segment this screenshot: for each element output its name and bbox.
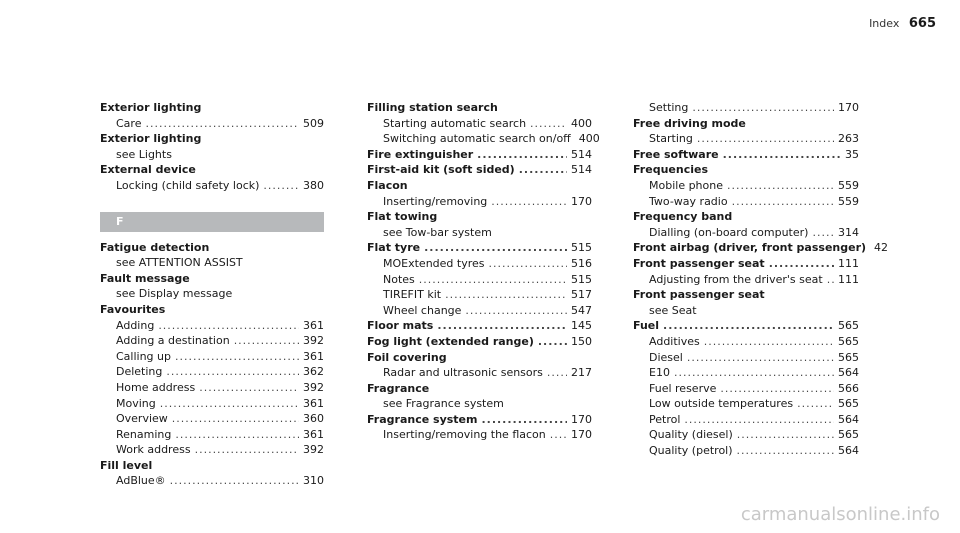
entry-label: Care [116,116,142,130]
watermark: carmanualsonline.info [740,504,940,525]
entry-label: Additives [649,334,700,348]
index-subentry-diesel [633,350,859,366]
entry-label: Quality (petrol) [649,444,733,458]
index-subentry-additives [633,334,859,350]
entry-label: Adjusting from the driver's seat [649,272,823,286]
entry-page-number[interactable]: 111 [838,272,859,286]
entry-page-number[interactable]: 170 [571,428,592,442]
entry-label: Two-way radio [649,194,728,208]
entry-label: Free driving mode [633,116,746,130]
entry-page-number[interactable]: 150 [571,334,592,348]
entry-page-number[interactable]: 362 [303,365,324,379]
index-heading-fire-extinguisher [367,147,592,163]
dot-leader [538,334,567,350]
entry-label: Foil covering [367,350,447,364]
entry-label: TIREFIT kit [383,288,442,302]
index-subentry-quality-diesel [633,427,859,443]
dot-leader [158,318,299,334]
entry-label: Quality (diesel) [649,428,733,442]
entry-label: Inserting/removing the flacon [383,428,546,442]
entry-label: Filling station search [367,101,498,114]
dot-leader [263,178,299,194]
entry-page-number[interactable]: 145 [571,319,592,333]
dot-leader [195,442,299,458]
index-heading-exterior-lighting [100,131,324,147]
entry-page-number[interactable]: 42 [874,241,889,255]
entry-label: E10 [649,366,670,380]
dot-leader [519,162,567,178]
index-heading-frequencies [633,162,859,178]
entry-label: Moving [116,396,156,410]
entry-label: Petrol [649,412,681,426]
entry-page-number[interactable]: 392 [303,380,324,394]
index-subentry-home-address [100,380,324,396]
entry-page-number[interactable]: 380 [303,178,324,192]
entry-page-number[interactable]: 361 [303,349,324,363]
dot-leader [737,443,834,459]
index-heading-front-passenger-seat [633,256,859,272]
dot-leader [166,364,299,380]
index-subentry-overview [100,411,324,427]
entry-label: Frequency band [633,210,733,224]
entry-label: Notes [383,272,415,286]
index-subentry-calling-up [100,349,324,365]
index-subentry-dialling-on-board-computer [633,225,859,241]
entry-label: Front passenger seat [633,256,765,270]
dot-leader [477,147,567,163]
entry-label: Inserting/removing [383,194,488,208]
index-subentry-adblue [100,473,324,489]
entry-label: Front passenger seat [633,288,765,302]
index-heading-fill-level [100,458,324,474]
entry-page-number[interactable]: 565 [838,319,859,333]
dot-leader [547,365,567,381]
index-subentry-adding [100,318,324,334]
index-subentry-see-tow-bar-system [367,225,592,241]
entry-label: see Seat [649,303,697,317]
entry-label: Dialling (on-board computer) [649,225,809,239]
entry-page-number[interactable]: 565 [838,350,859,364]
dot-leader [530,116,567,132]
entry-label: Low outside temperatures [649,397,794,411]
index-subentry-switching-automatic-search-on-off [367,131,600,147]
index-subentry-moextended-tyres [367,256,592,272]
dot-leader [684,412,834,428]
dot-leader [797,396,834,412]
dot-leader [489,256,568,272]
entry-label: see Tow-bar system [383,225,492,239]
entry-page-number[interactable]: 515 [571,272,592,286]
dot-leader [145,116,299,132]
index-heading-first-aid-kit-soft-sided [367,162,592,178]
entry-page-number[interactable]: 509 [303,116,324,130]
entry-page-number[interactable]: 310 [303,474,324,488]
entry-page-number[interactable]: 565 [838,334,859,348]
entry-page-number[interactable]: 514 [571,163,592,177]
entry-page-number[interactable]: 361 [303,396,324,410]
index-subentry-see-fragrance-system [367,396,592,412]
index-heading-external-device [100,162,324,178]
dot-leader [769,256,834,272]
entry-label: Free software [633,147,719,161]
entry-label: Fog light (extended range) [367,334,534,348]
dot-leader [687,350,834,366]
entry-label: Diesel [649,350,683,364]
entry-page-number[interactable]: 565 [838,397,859,411]
entry-page-number[interactable]: 516 [571,256,592,270]
entry-label: Adding a destination [116,334,230,348]
entry-page-number[interactable]: 217 [571,366,592,380]
entry-label: Home address [116,380,196,394]
entry-label: Fill level [100,458,153,472]
index-subentry-tirefit-kit [367,287,592,303]
index-heading-fragrance-system [367,412,592,428]
index-subentry-two-way-radio [633,194,859,210]
index-heading-exterior-lighting [100,100,324,116]
entry-label: Fragrance [367,381,430,395]
entry-label: External device [100,163,196,177]
entry-label: Radar and ultrasonic sensors [383,366,543,380]
entry-label: Floor mats [367,319,434,333]
index-subentry-see-lights [100,147,324,163]
index-heading-fault-message [100,271,324,287]
entry-label: Exterior lighting [100,101,202,114]
entry-label: Switching automatic search on/off [383,132,571,146]
entry-label: Flat tyre [367,241,421,255]
index-subentry-renaming [100,427,324,443]
entry-label: AdBlue® [116,474,166,488]
dot-leader [727,178,834,194]
index-subentry-quality-petrol [633,443,859,459]
entry-label: Wheel change [383,303,462,317]
dot-leader [697,131,834,147]
index-heading-flat-towing [367,209,592,225]
entry-page-number[interactable]: 400 [571,116,592,130]
index-subentry-see-display-message [100,286,324,302]
entry-label: Work address [116,443,191,457]
entry-label: Adding [116,318,155,332]
entry-label: Flacon [367,178,408,192]
entry-label: Deleting [116,365,163,379]
entry-page-number[interactable]: 361 [303,318,324,332]
index-heading-front-airbag-driver-front-passenger [633,240,889,256]
index-subentry-work-address [100,442,324,458]
index-heading-flat-tyre [367,240,592,256]
entry-page-number[interactable]: 547 [571,303,592,317]
dot-leader [419,272,567,288]
entry-label: Renaming [116,427,172,441]
index-subentry-low-outside-temperatures [633,396,859,412]
entry-label: Fragrance system [367,412,478,426]
entry-page-number[interactable]: 361 [303,427,324,441]
entry-label: Fire extinguisher [367,147,474,161]
index-column-1 [100,100,324,489]
entry-page-number[interactable]: 170 [838,101,859,114]
index-heading-filling-station-search [367,100,592,116]
dot-leader [491,194,567,210]
index-subentry-wheel-change [367,303,592,319]
dot-leader [812,225,834,241]
entry-page-number[interactable]: 514 [571,147,592,161]
index-heading-free-driving-mode [633,116,859,132]
index-subentry-deleting [100,364,324,380]
index-subentry-adding-a-destination [100,333,324,349]
entry-label: Fuel [633,319,660,333]
dot-leader [437,318,567,334]
entry-label: Favourites [100,302,166,316]
entry-label: Flat towing [367,210,438,224]
index-subentry-radar-and-ultrasonic-sensors [367,365,592,381]
dot-leader [445,287,567,303]
index-heading-floor-mats [367,318,592,334]
index-heading-fatigue-detection [100,240,324,256]
entry-label: see Fragrance system [383,397,504,411]
entry-label: First-aid kit (soft sided) [367,163,515,177]
index-heading-fog-light-extended-range [367,334,592,350]
entry-label: Frequencies [633,163,708,177]
dot-leader [704,334,834,350]
entry-page-number[interactable]: 564 [838,444,859,458]
dot-leader [827,272,834,288]
index-subentry-starting-automatic-search [367,116,592,132]
entry-page-number[interactable]: 392 [303,443,324,457]
entry-page-number[interactable]: 515 [571,241,592,255]
entry-page-number[interactable]: 392 [303,334,324,348]
index-subentry-mobile-phone [633,178,859,194]
index-subentry-care [100,116,324,132]
dot-leader [481,412,567,428]
entry-page-number[interactable]: 111 [838,256,859,270]
entry-label: Fault message [100,271,190,285]
entry-page-number[interactable]: 170 [571,194,592,208]
entry-page-number[interactable]: 170 [571,412,592,426]
index-heading-foil-covering [367,350,592,366]
entry-label: MOExtended tyres [383,256,485,270]
index-heading-front-passenger-seat [633,287,859,303]
page-number: 665 [908,16,936,31]
entry-label: Fuel reserve [649,381,717,395]
entry-label: Overview [116,412,168,426]
entry-page-number[interactable]: 517 [571,288,592,302]
dot-leader [737,427,834,443]
dot-leader [663,318,834,334]
entry-page-number[interactable]: 360 [303,412,324,426]
entry-label: see Lights [116,147,172,161]
index-column-3 [633,100,889,459]
index-subentry-locking-child-safety-lock [100,178,324,194]
index-subentry-fuel-reserve [633,381,859,397]
entry-label: Calling up [116,349,171,363]
index-heading-fuel [633,318,859,334]
index-column-2 [367,100,600,443]
entry-label: see Display message [116,287,233,301]
entry-page-number[interactable]: 35 [845,147,859,161]
entry-label: Mobile phone [649,178,724,192]
entry-label: Setting [649,101,689,114]
dot-leader [692,100,834,116]
entry-label: see ATTENTION ASSIST [116,256,243,270]
entry-label: Starting automatic search [383,116,527,130]
entry-page-number[interactable]: 564 [838,366,859,380]
index-subentry-inserting-removing-the-flacon [367,427,592,443]
entry-page-number[interactable]: 263 [838,132,859,146]
index-subentry-see-seat [633,303,859,319]
entry-label: Starting [649,132,693,146]
entry-page-number[interactable]: 400 [578,132,600,146]
index-subentry-moving [100,396,324,412]
entry-label: Exterior lighting [100,132,202,146]
index-heading-free-software [633,147,859,163]
dot-leader [170,473,299,489]
entry-page-number[interactable]: 564 [838,412,859,426]
dot-leader [674,365,834,381]
dot-leader [172,411,299,427]
dot-leader [720,381,834,397]
index-subentry-adjusting-from-the-driver-s-seat [633,272,859,288]
dot-leader [550,427,567,443]
index-subentry-starting [633,131,859,147]
section-letter-f: F [100,212,324,232]
index-label: Index [869,17,900,30]
entry-page-number[interactable]: 559 [838,194,859,208]
dot-leader [160,396,299,412]
index-heading-flacon [367,178,592,194]
index-subentry-e10 [633,365,859,381]
dot-leader [732,194,834,210]
entry-label: Locking (child safety lock) [116,178,260,192]
entry-label: Fatigue detection [100,240,210,254]
dot-leader [465,303,567,319]
dot-leader [723,147,841,163]
index-subentry-notes [367,272,592,288]
index-heading-frequency-band [633,209,859,225]
entry-label: Front airbag (driver, front passenger) [633,241,867,255]
dot-leader [424,240,567,256]
index-subentry-see-attention-assist [100,255,324,271]
index-subentry-inserting-removing [367,194,592,210]
index-heading-favourites [100,302,324,318]
page-header [869,16,936,31]
entry-page-number[interactable]: 565 [838,428,859,442]
dot-leader [175,349,299,365]
index-heading-fragrance [367,381,592,397]
entry-page-number[interactable]: 314 [838,225,859,239]
entry-page-number[interactable]: 566 [838,381,859,395]
dot-leader [234,333,299,349]
entry-page-number[interactable]: 559 [838,178,859,192]
dot-leader [175,427,299,443]
index-subentry-setting [633,100,859,116]
dot-leader [199,380,299,396]
index-subentry-petrol [633,412,859,428]
